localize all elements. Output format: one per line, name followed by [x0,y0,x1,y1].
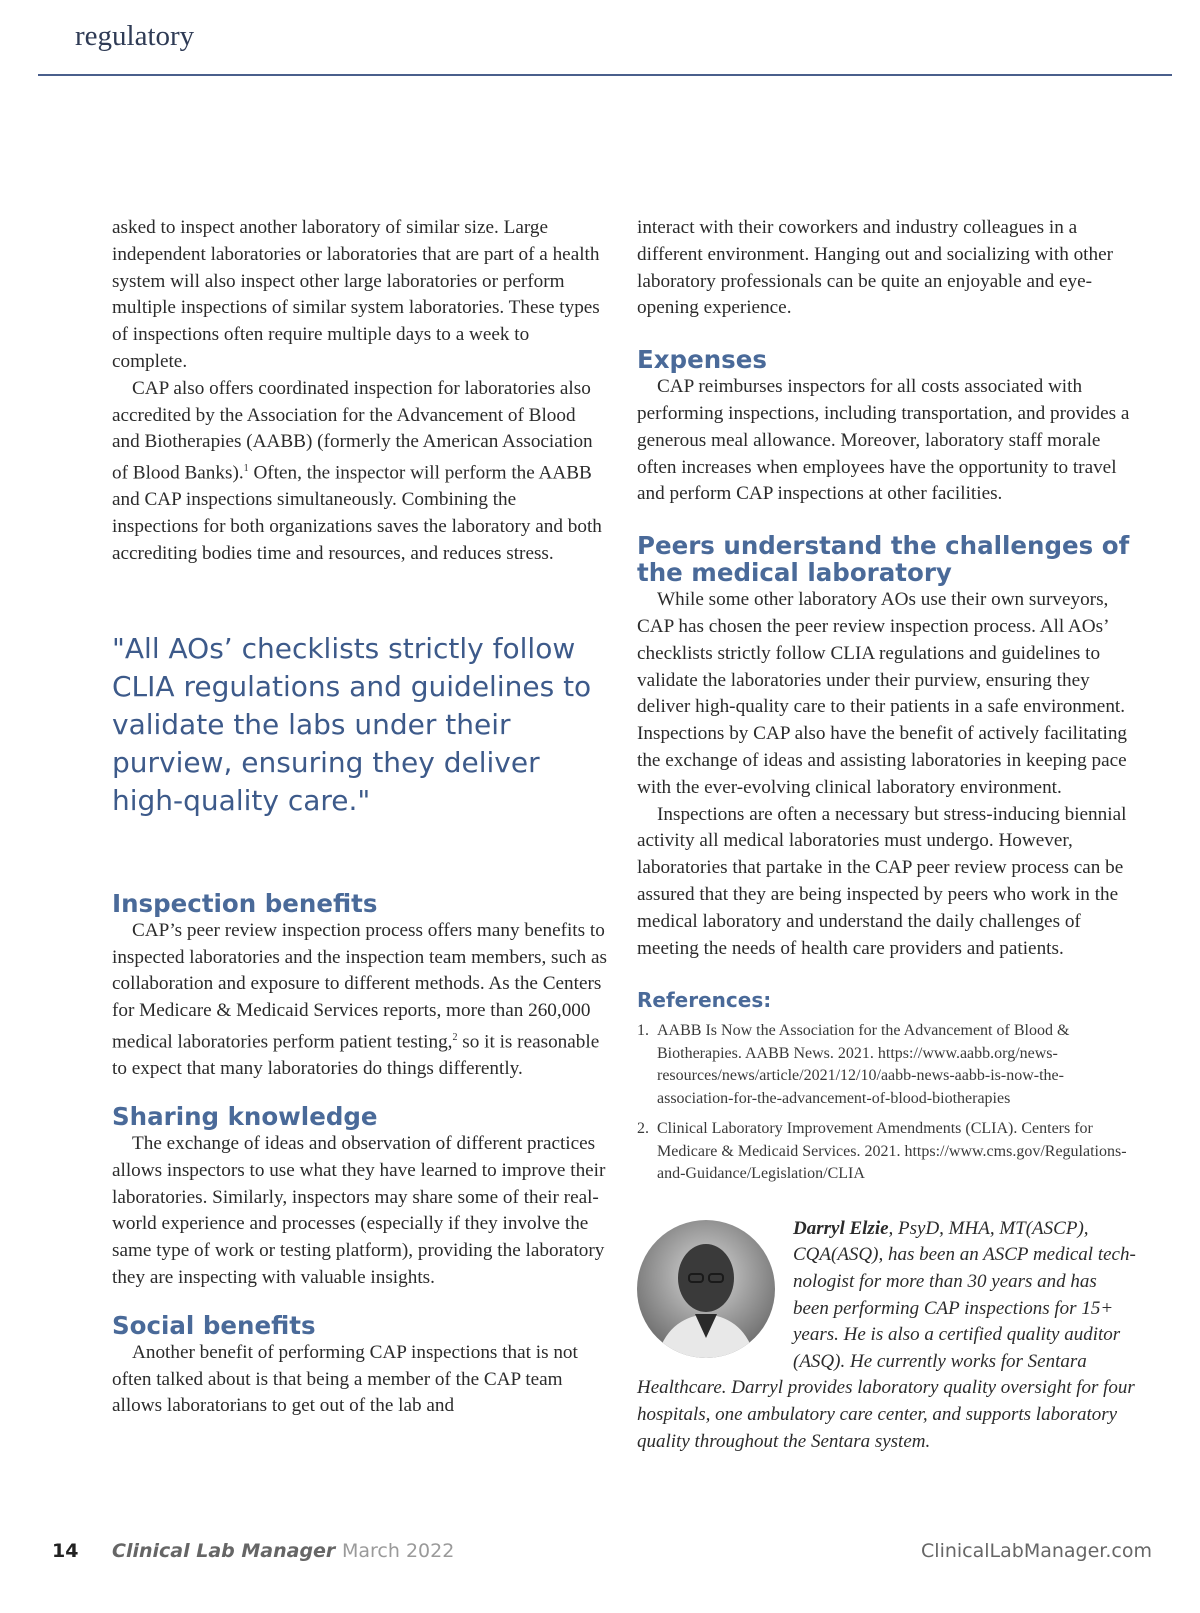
reference-item: 2. Clinical Laboratory Improvement Amendments (CLIA). Centers for Medicare & Medicaid Services. 2021. https://www.cms.gov/Regulations-and-Guidance/Legislation/CLIA [637,1120,1127,1183]
page-footer [52,1540,1152,1570]
paragraph: Inspections are often a necessary but stress-inducing biennial activity all medical laboratories must undergo. However, laboratories that partake in the CAP peer review process can be assured that they are being inspected by peers who work in the medical laboratory and understand the daily challenges of meeting the needs of health care providers and patients. [637,803,1127,959]
issue-date: March 2022 [342,1540,455,1562]
paragraph: CAP also offers coordinated inspection for laboratories also accredited by the Association for the Advancement of Blood and Biotherapies (AABB) (formerly the American Association of Blood Banks).$^1$ Often, the inspector will perform the AABB and CAP inspections simultaneously. Combining the inspections for both organizations saves the laboratory and both accrediting bodies time and resources, and reduces stress. [112,377,602,564]
heading-sharing-knowledge: Sharing knowledge [112,1101,378,1131]
paragraph: Another benefit of performing CAP inspections that is not often talked about is that being a member of the CAP team allows laboratorians to get out of the lab and [112,1341,578,1417]
paragraph: asked to inspect another laboratory of similar size. Large independent laboratories or laboratories that are part of a health system will also inspect other large laboratories or perform multiple inspections of similar system laboratories. These types of inspections often require multiple days to a week to complete. [112,217,600,372]
author-bio [637,1216,1137,1455]
paragraph: CAP’s peer review inspection process offers many benefits to inspected laboratories and the inspection team members, such as collaboration and exposure to different methods. As the Centers for Medicare & Medicaid Services reports, more than 260,000 medical laboratories perform patient testing,$^2$ so it is reasonable to expect that many laboratories do things differently. [112,919,607,1080]
heading-peers: Peers understand the challenges of the medical laboratory [637,531,1130,588]
footnote-ref: 1 [243,463,249,475]
section-tag: regulatory [75,20,195,52]
heading-social-benefits: Social benefits [112,1310,316,1340]
footnote-ref: 2 [452,1031,458,1043]
heading-expenses: Expenses [637,345,767,375]
page-number: 14 [52,1540,79,1562]
website-link[interactable]: ClinicalLabManager.com [921,1540,1152,1562]
reference-list [637,1020,1137,1186]
author-portrait-icon [637,1220,775,1358]
references-heading: References: [637,988,772,1013]
author-name: Darryl Elzie [793,1217,889,1239]
pull-quote: "All AOs’ checklists strictly follow CLIA regulations and guidelines to validate the labs under their purview, ensuring they deliver high-quality care." [112,631,592,817]
author-bio-text: , PsyD, MHA, MT(ASCP), CQA(ASQ), has been an ASCP medical technologist for more than 30 years and has been performing CAP inspections for 15+ years. He is also a certified quality auditor (ASQ). He currently works for Sentara Healthcare. Darryl provides laboratory quality oversight for four hospitals, one ambulatory care center, and supports laboratory quality throughout the Sentara system. [637,1217,1136,1452]
magazine-title: Clinical Lab Manager [112,1540,336,1562]
paragraph: While some other laboratory AOs use their own surveyors, CAP has chosen the peer review inspection process. All AOs’ checklists strictly follow CLIA regulations and guidelines to validate the laboratories under their purview, ensuring they deliver high-quality care to their patients in a safe environment. Inspections by CAP also have the benefit of actively facilitating the exchange of ideas and assisting laboratories in keeping pace with the ever-evolving clinical laboratory environment. [637,589,1128,798]
author-photo [637,1220,775,1358]
heading-inspection-benefits: Inspection benefits [112,888,378,918]
reference-item: 1. AABB Is Now the Association for the Advancement of Blood & Biotherapies. AABB News. 2021. https://www.aabb.org/news-resources/news/article/2021/12/10/aabb-news-aabb-is-now-the-association-for-the-advancement-of-blood-biotherapies [637,1022,1070,1107]
paragraph: CAP reimburses inspectors for all costs associated with performing inspections, including transportation, and provides a generous meal allowance. Moreover, laboratory staff morale often increases when employees have the opportunity to travel and perform CAP inspections at other facilities. [637,376,1130,505]
paragraph: The exchange of ideas and observation of different practices allows inspectors to use what they have learned to improve their laboratories. Similarly, inspectors may share some of their real-world experience and processes (especially if they involve the same type of work or testing platform), providing the laboratory they are inspecting with valuable insights. [112,1132,606,1288]
right-column [637,215,1137,1455]
left-column [112,215,607,1420]
paragraph: interact with their coworkers and industry colleagues in a different environment. Hanging out and socializing with other laboratory professionals can be quite an enjoyable and eye-opening experience. [637,217,1114,319]
header-divider [38,74,1172,76]
